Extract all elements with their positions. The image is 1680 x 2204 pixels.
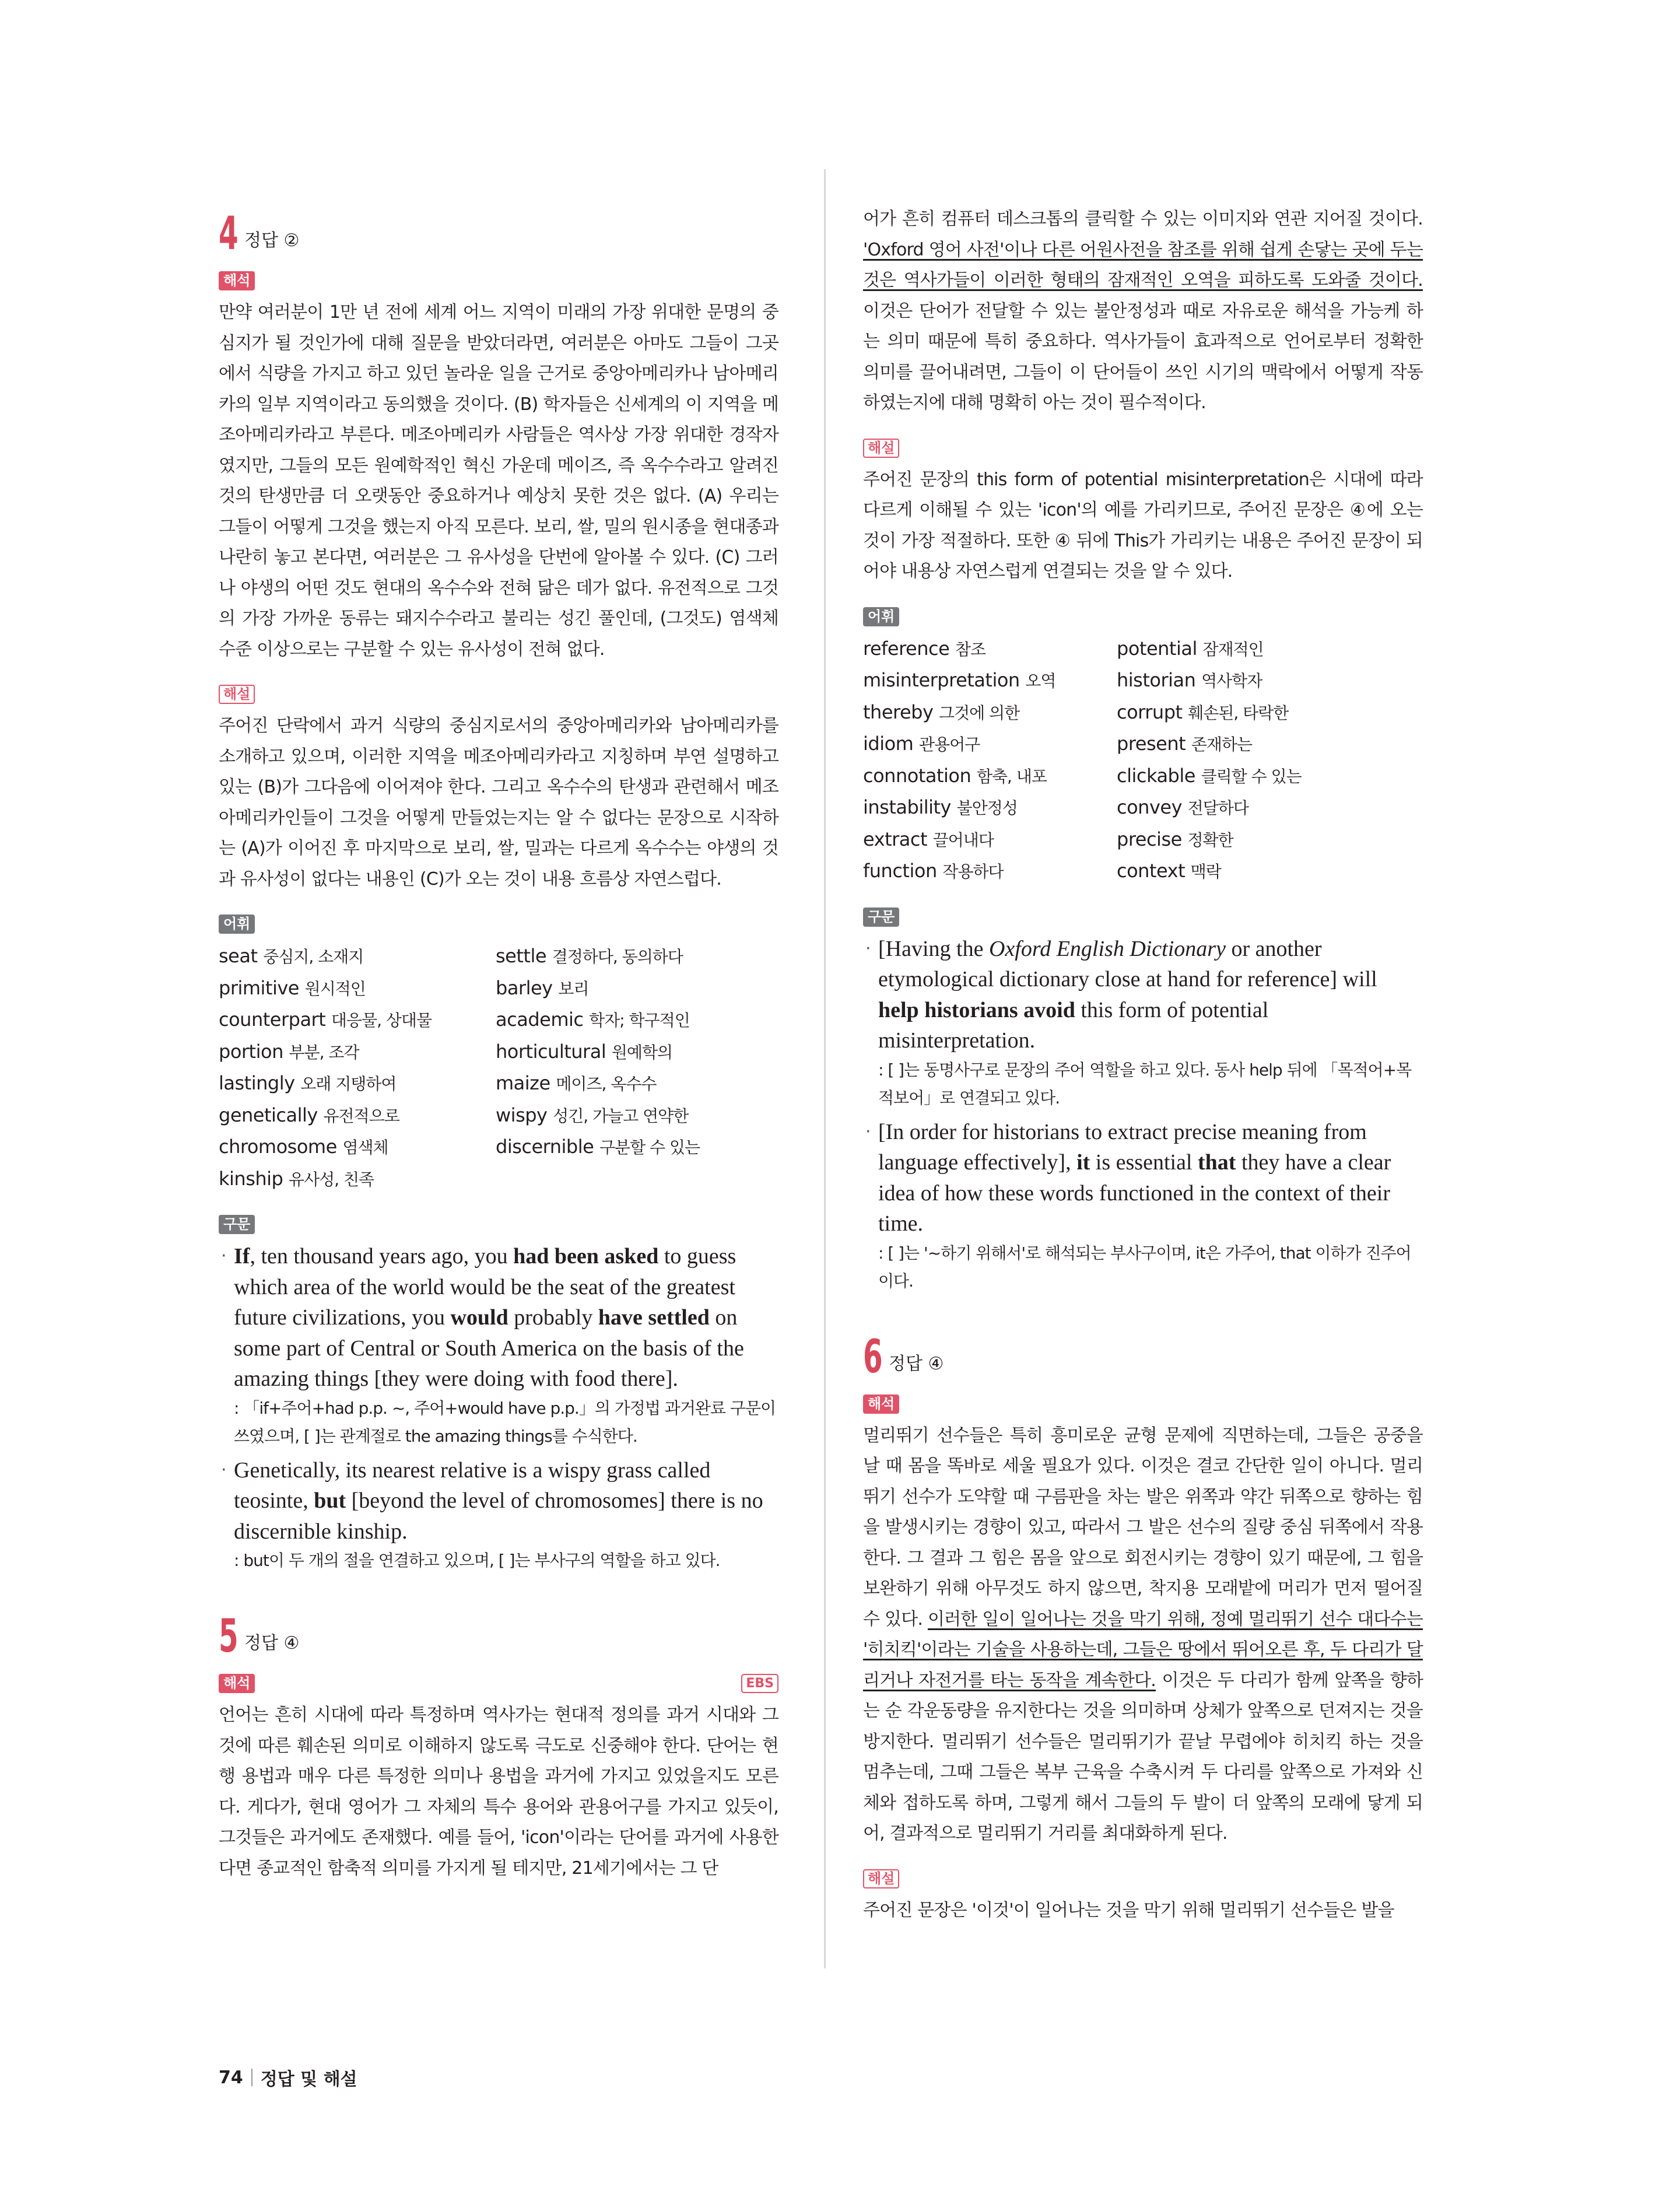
- vocab-item: instability 불안정성: [863, 796, 1018, 818]
- vocab-item: genetically 유전적으로: [219, 1103, 399, 1126]
- q6-explanation: 주어진 문장은 '이것'이 일어나는 것을 막기 위해 멀리뛰기 선수들은 발을: [863, 1900, 1394, 1921]
- q5-tag-eohwi: 어휘: [863, 607, 899, 626]
- ebs-badge: EBS: [741, 1674, 778, 1693]
- vocab-item: horticultural 원예학의: [496, 1040, 673, 1063]
- q5-translation-part1: 언어는 흔히 시대에 따라 특정하며 역사가는 현대적 정의를 과거 시대와 그것에 따른 훼손된 의미로 이해하지 않도록 극도로 신중해야 한다. 단어는 현행 용법과 매우 다른 특정한 의미나 용법을 과거에 가지고 있었을지도 모른다. 게다가, 현대 영어가 그 자체의 특수 용어와 관용어구를 가지고 있듯이, 그것들은 과거에도 존재했다. 예를 들어, 'icon'이라는 단어를 과거에 사용한다면 종교적인 함축적 의미를 가지게 될 테지만, 21세기에서는 그 단: [219, 1705, 778, 1879]
- vocab-item: portion 부분, 조각: [219, 1040, 359, 1063]
- q5-explanation: 주어진 문장의 this form of potential misinterpretation은 시대에 따라 다르게 이해될 수 있는 'icon'의 예를 가리키므로, 주어진 문장은 ④에 오는 것이 가장 적절하다. 또한 ④ 뒤에 This가 가리키는 내용은 주어진 문장이 되어야 내용상 자연스럽게 연결되는 것을 알 수 있다.: [863, 469, 1423, 581]
- q4-header: [219, 207, 778, 260]
- q4-syntax-note-2: : but이 두 개의 절을 연결하고 있으며, [ ]는 부사구의 역할을 하고 있다.: [234, 1551, 720, 1570]
- vocab-item: seat 중심지, 소재지: [219, 945, 364, 967]
- q4-syntax-note-1: : 「if+주어+had p.p. ~, 주어+would have p.p.」의 가정법 과거완료 구문이 쓰였으며, [ ]는 관계절로 the amazing things를 수식한다.: [234, 1398, 776, 1446]
- vocab-item: reference 참조: [863, 637, 986, 660]
- vocab-item: connotation 함축, 내포: [863, 764, 1047, 787]
- q5-header: [219, 1610, 778, 1663]
- q5-syntax-sentence-2: · [In order for historians to extract precise meaning from language effectively], it is essential that they have a clear idea of how these words functioned in the context of their time.: [863, 1117, 1423, 1239]
- right-column: [863, 204, 1423, 1926]
- q6-number: 6: [863, 1330, 883, 1383]
- vocab-item: primitive 원시적인: [219, 976, 366, 999]
- vocab-item: historian 역사학자: [1117, 669, 1262, 691]
- vocab-item: barley 보리: [496, 976, 589, 999]
- vocab-item: lastingly 오래 지탱하여: [219, 1072, 397, 1094]
- vocab-item: maize 메이즈, 옥수수: [496, 1072, 657, 1094]
- vocab-item: corrupt 훼손된, 타락한: [1117, 700, 1289, 723]
- vocab-item: extract 끌어내다: [863, 828, 994, 850]
- q6-translation: 멀리뛰기 선수들은 특히 흥미로운 균형 문제에 직면하는데, 그들은 공중을 날 때 몸을 똑바로 세울 필요가 있다. 이것은 결코 간단한 일이 아니다. 멀리뛰기 선수가 도약할 때 구름판을 차는 발은 위쪽과 약간 뒤쪽으로 향하는 힘을 발생시키는 경향이 있고, 따라서 그 발은 선수의 질량 중심 뒤쪽에서 작용한다. 그 결과 그 힘은 몸을 앞으로 회전시키는 경향이 있기 때문에, 그 힘을 보완하기 위해 아무것도 하지 않으면, 착지용 모래밭에 머리가 먼저 떨어질 수 있다. 이러한 일이 일어나는 것을 막기 위해, 정예 멀리뛰기 선수 대다수는 '히치킥'이라는 기술을 사용하는데, 그들은 땅에서 뛰어오른 후, 두 다리가 달리거나 자전거를 타는 동작을 계속한다. 이것은 두 다리가 함께 앞쪽을 향하는 순 각운동량을 유지한다는 것을 의미하며 상체가 앞쪽으로 던져지는 것을 방지한다. 멀리뛰기 선수들은 멀리뛰기가 끝날 무렵에야 히치킥 하는 것을 멈추는데, 그때 그들은 복부 근육을 수축시켜 두 다리를 앞쪽으로 가져와 신체와 접하도록 하며, 그렇게 해서 그들의 두 발이 더 앞쪽의 모래에 닿게 되어, 결과적으로 멀리뛰기 거리를 최대화하게 된다.: [863, 1425, 1423, 1844]
- vocab-item: thereby 그것에 의한: [863, 700, 1020, 723]
- vocab-item: function 작용하다: [863, 860, 1004, 882]
- vocab-item: misinterpretation 오역: [863, 669, 1056, 691]
- q4-answer: 정답 ②: [244, 230, 300, 251]
- footer-label: 정답 및 해설: [260, 2069, 357, 2090]
- vocab-item: context 맥락: [1117, 860, 1221, 882]
- q5-underlined-sentence: 'Oxford 영어 사전'이나 다른 어원사전을 참조를 위해 쉽게 손닿는 곳에 두는 것은 역사가들이 이러한 형태의 잠재적인 오역을 피하도록 도와줄 것이다.: [863, 239, 1423, 290]
- q6-header: [863, 1330, 1423, 1383]
- q5-translation-part2: 어가 흔히 컴퓨터 데스크톱의 클릭할 수 있는 이미지와 연관 지어질 것이다. 'Oxford 영어 사전'이나 다른 어원사전을 참조를 위해 쉽게 손닿는 곳에 두는 것은 역사가들이 이러한 형태의 잠재적인 오역을 피하도록 도와줄 것이다. 이것은 단어가 전달할 수 있는 불안정성과 때로 자유로운 해석을 가능케 하는 의미 때문에 특히 중요하다. 역사가들이 효과적으로 언어로부터 정확한 의미를 끌어내려면, 그들이 이 단어들이 쓰인 시기의 맥락에서 어떻게 작동하였는지에 대해 명확히 아는 것이 필수적이다.: [863, 209, 1423, 413]
- q4-vocab-list: [219, 941, 778, 1195]
- vocab-item: present 존재하는: [1117, 733, 1253, 755]
- q5-syntax-note-2: : [ ]는 '~하기 위해서'로 해석되는 부사구이며, it은 가주어, that 이하가 진주어이다.: [878, 1243, 1411, 1291]
- q5-vocab-list: [863, 633, 1423, 888]
- q6-answer: 정답 ④: [889, 1353, 944, 1374]
- q4-tag-gumun: 구문: [219, 1215, 255, 1234]
- q4-syntax-sentence-2: · Genetically, its nearest relative is a wispy grass called teosinte, but [beyond the level of chromosomes] there is no discernible kinship.: [219, 1455, 778, 1547]
- q4-number: 4: [219, 208, 239, 260]
- left-column: [219, 207, 778, 1884]
- vocab-item: academic 학자; 학구적인: [496, 1008, 690, 1031]
- vocab-item: clickable 클릭할 수 있는: [1117, 764, 1302, 787]
- vocab-item: wispy 성긴, 가늘고 연약한: [496, 1103, 689, 1126]
- q5-tag-haeseok: 해석: [219, 1674, 255, 1693]
- page-number: 74: [219, 2067, 243, 2088]
- q6-tag-haeseol: 해설: [863, 1869, 899, 1888]
- column-divider: [824, 169, 826, 1968]
- q6-underlined-sentence: 이러한 일이 일어나는 것을 막기 위해, 정예 멀리뛰기 선수 대다수는 '히치킥'이라는 기술을 사용하는데, 그들은 땅에서 뛰어오른 후, 두 다리가 달리거나 자전거를 타는 동작을 계속한다.: [863, 1609, 1423, 1691]
- q5-syntax-sentence-1: · [Having the Oxford English Dictionary or another etymological dictionary close at hand for reference] will help historians avoid this form of potential misinterpretation.: [863, 934, 1423, 1056]
- vocab-item: kinship 유사성, 친족: [219, 1167, 374, 1190]
- vocab-item: counterpart 대응물, 상대물: [219, 1008, 432, 1031]
- q4-tag-haeseok: 해석: [219, 271, 255, 290]
- q4-translation: 만약 여러분이 1만 년 전에 세계 어느 지역이 미래의 가장 위대한 문명의 중심지가 될 것인가에 대해 질문을 받았더라면, 여러분은 아마도 그들이 그곳에서 식량을 가지고 하고 있던 놀라운 일을 근거로 중앙아메리카나 남아메리카의 일부 지역이라고 동의했을 것이다. (B) 학자들은 신세계의 이 지역을 메조아메리카라고 부른다. 메조아메리카 사람들은 역사상 가장 위대한 경작자였지만, 그들의 모든 원예학적인 혁신 가운데 메이즈, 즉 옥수수라고 알려진 것의 탄생만큼 더 오랫동안 중요하거나 예상치 못한 것은 없다. (A) 우리는 그들이 어떻게 그것을 했는지 아직 모른다. 보리, 쌀, 밀의 원시종을 현대종과 나란히 놓고 본다면, 여러분은 그 유사성을 단번에 알아볼 수 있다. (C) 그러나 야생의 어떤 것도 현대의 옥수수와 전혀 닮은 데가 없다. 유전적으로 그것의 가장 가까운 동류는 돼지수수라고 불리는 성긴 풀인데, (그것도) 염색체 수준 이상으로는 구분할 수 있는 유사성이 전혀 없다.: [219, 302, 779, 660]
- q4-syntax-sentence-1: · If, ten thousand years ago, you had been asked to guess which area of the world would be the seat of the greatest future civilizations, you would probably have settled on some part of Central or South America on the basis of the amazing things [they were doing with food there].: [219, 1241, 778, 1394]
- q6-tag-haeseok: 해석: [863, 1394, 899, 1414]
- q5-tag-haeseol: 해설: [863, 439, 899, 458]
- vocab-item: convey 전달하다: [1117, 796, 1248, 818]
- q4-tag-haeseol: 해설: [219, 685, 255, 704]
- vocab-item: settle 결정하다, 동의하다: [496, 945, 683, 967]
- vocab-item: potential 잠재적인: [1117, 637, 1264, 660]
- page-footer: [219, 2065, 357, 2090]
- vocab-item: chromosome 염색체: [219, 1136, 388, 1158]
- q4-explanation: 주어진 단락에서 과거 식량의 중심지로서의 중앙아메리카와 남아메리카를 소개하고 있으며, 이러한 지역을 메조아메리카라고 지칭하며 부연 설명하고 있는 (B)가 그다음에 이어져야 한다. 그리고 옥수수의 탄생과 관련해서 메조아메리카인들이 그것을 어떻게 만들었는지는 알 수 없다는 문장으로 시작하는 (A)가 이어진 후 마지막으로 보리, 쌀, 밀과는 다르게 옥수수는 야생의 것과 유사성이 없다는 내용인 (C)가 오는 것이 내용 흐름상 자연스럽다.: [219, 716, 778, 889]
- q5-number: 5: [219, 1610, 239, 1663]
- vocab-item: idiom 관용어구: [863, 733, 980, 755]
- vocab-item: precise 정확한: [1117, 828, 1233, 850]
- q5-answer: 정답 ④: [244, 1633, 300, 1653]
- footer-divider: [251, 2069, 252, 2086]
- vocab-item: discernible 구분할 수 있는: [496, 1136, 700, 1158]
- q5-tag-gumun: 구문: [863, 907, 899, 927]
- q5-syntax-note-1: : [ ]는 동명사구로 문장의 주어 역할을 하고 있다. 동사 help 뒤에 「목적어+목적보어」로 연결되고 있다.: [878, 1060, 1412, 1108]
- q4-tag-eohwi: 어휘: [219, 914, 255, 934]
